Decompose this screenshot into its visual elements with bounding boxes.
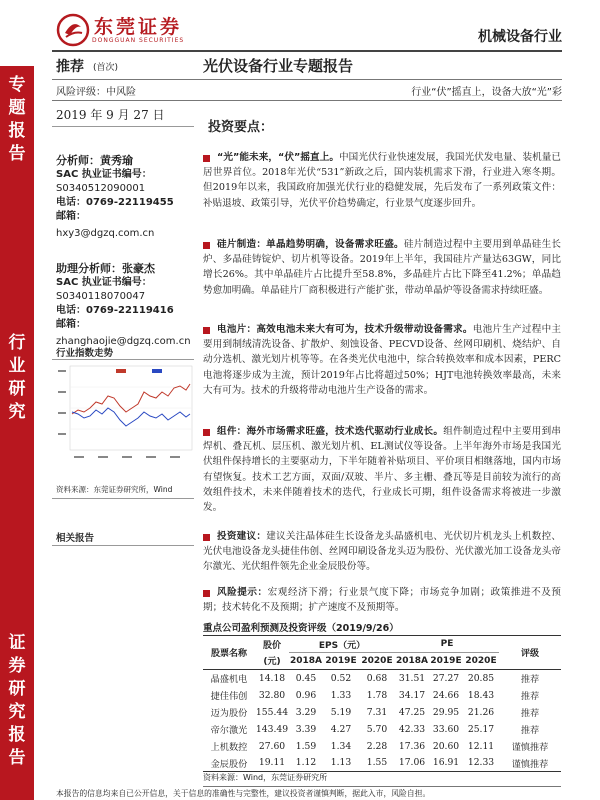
cell-value: 0.68 [366,672,388,684]
table-body [203,670,561,772]
header-rating: 评级 [520,649,539,659]
point-paragraph: “光”能未来，“伏”摇直上。中国光伏行业快速发展，我国光伏发电量、装机量已居世界首位。2018年光伏“531”新政之后，国内装机需求下滑，行业进入寒冬期。但2019年以来，我国政府加强光伏行业的稳健发展，先后发布了一系列政策文件：补贴退坡、政策引导，光伏平价趋势确定，行业景气度逐步回升。 [203,152,561,209]
analyst-email[interactable]: zhanghaojie@dgzq.com.cn [56,336,191,347]
related-reports-title: 相关报告 [56,533,95,544]
analyst-email-label: 邮箱： [56,211,86,222]
header-year: 2019E [325,656,357,666]
legend-swatch-industry [116,369,126,373]
cell-value: 1.33 [330,689,352,701]
cell-value: 14.18 [258,672,286,684]
header-stock-name: 股票名称 [210,649,247,659]
cell-value: 29.95 [432,706,460,718]
cell-value: 3.39 [295,723,317,735]
cell-value: 0.96 [295,689,317,701]
report-title: 光伏设备行业专题报告 [203,57,354,75]
cell-value: 17.06 [398,757,426,769]
table-source: 资料来源：Wind，东莞证券研究所 [203,773,328,782]
cell-value: 34.17 [398,689,426,701]
cell-value: 1.59 [295,740,317,752]
chart-source: 资料来源：东莞证券研究所，Wind [56,485,173,494]
logo-emblem-icon [56,13,90,47]
cell-value: 20.60 [432,740,460,752]
cell-value: 42.33 [398,723,426,735]
industry-label: 机械设备行业 [478,29,562,45]
cell-stock-name: 金辰股份 [210,758,248,770]
cell-stock-name: 迈为股份 [210,708,248,719]
analyst-sac-code: S0340118070047 [56,291,146,302]
cell-stock-name: 捷佳伟创 [210,691,248,702]
index-chart-title: 行业指数走势 [56,348,114,359]
rating-note: (首次) [93,63,119,73]
cell-stock-name: 帝尔激光 [210,725,248,736]
side-label-bottom: 证 券 研 究 报 告 [8,633,26,768]
cell-rating: 推荐 [520,708,540,719]
cell-value: 0.45 [295,672,317,684]
cell-rating: 推荐 [520,674,540,686]
cell-value: 1.34 [330,740,352,752]
cell-stock-name: 晶盛机电 [210,674,248,686]
header-pe: PE [395,636,499,653]
analyst-sac-code: S0340512090001 [56,183,146,194]
cell-value: 16.91 [432,757,460,769]
cell-rating: 谨慎推荐 [511,758,549,770]
table-header-row [203,636,561,653]
point-paragraph: 风险提示：宏观经济下滑；行业景气度下降；市场竞争加剧；政策推进不及预期；技术转化不及预期；扩产速度不及预期等。 [203,587,562,614]
side-label-middle: 行 业 研 究 [8,333,26,422]
table-row [203,738,561,755]
cell-rating: 谨慎推荐 [511,742,549,753]
cell-value: 17.36 [398,740,426,752]
header-divider [52,50,562,52]
cell-value: 31.51 [398,672,426,684]
cell-rating: 推荐 [520,691,540,702]
cell-value: 0.52 [330,672,352,684]
analyst-phone: 电话：0769-22119416 [56,305,174,316]
logo-text-cn: 东莞证券 [94,16,183,38]
table-row [203,670,561,687]
cell-value: 20.85 [467,672,495,684]
table-row [203,721,561,738]
cell-value: 27.60 [258,740,286,752]
date-divider [52,126,194,127]
table-title: 重点公司盈利预测及投资评级（2019/9/26） [203,623,399,634]
cell-value: 18.43 [467,689,495,701]
cell-value: 32.80 [258,689,286,701]
cell-value: 3.29 [295,706,317,718]
cell-value: 7.31 [366,706,388,718]
header-year: 2018A [289,656,322,666]
analyst-name: 分析师：黄秀瑜 [56,154,133,167]
header-year: 2019E [430,656,462,666]
cell-value: 155.44 [255,706,289,718]
header-year: 2020E [465,656,497,666]
cell-value: 21.26 [467,706,495,718]
report-subtitle: 行业“伏”摇直上，设备大放“光”彩 [411,87,562,98]
footer-disclaimer: 本报告的信息均来自已公开信息，关于信息的准确性与完整性，建议投资者谨慎判断，据此入市，风险自担。 [56,788,562,799]
analyst-name: 助理分析师：张豪杰 [56,262,155,275]
report-date: 2019 年 9 月 27 日 [56,108,165,122]
related-divider [52,545,194,546]
cell-stock-name: 上机数控 [210,742,248,753]
analyst-card [56,262,196,349]
header-year: 2018A [395,656,428,666]
cell-value: 12.33 [467,757,495,769]
header-price-unit: (元) [263,657,281,668]
cell-value: 4.27 [330,723,352,735]
table-row [203,755,561,772]
subtitle-divider [52,100,562,101]
table-row [203,704,561,721]
side-red-bar [0,66,34,800]
title-divider [52,79,562,80]
section-title: 投资要点： [208,120,274,135]
point-paragraph: 硅片制造：单晶趋势明确，设备需求旺盛。硅片制造过程中主要用到单晶硅生长炉、多晶硅铸锭炉、切片机等设备。2019年上半年，我国硅片产量达63GW，同比增长26%。其中单晶硅片占比提升至58.8%，多晶硅片占比下降至41.2%；单晶趋势愈加明确。单晶硅片厂商积极进行产能扩张，带动单晶炉等设备需求持续旺盛。 [203,239,562,296]
index-chart [56,362,196,474]
analyst-phone: 电话：0769-22119455 [56,197,174,208]
risk-rating: 风险评级：中风险 [56,87,136,98]
cell-value: 25.17 [467,723,495,735]
table-source-divider [203,786,561,787]
cell-value: 1.13 [330,757,352,769]
cell-value: 33.60 [432,723,460,735]
logo-text-en: DONGGUAN SECURITIES [92,37,185,44]
point-paragraph: 组件：海外市场需求旺盛，技术迭代驱动行业成长。组件制造过程中主要用到串焊机、叠瓦机、层压机、激光划片机、EL测试仪等设备。上半年海外市场是我国光伏组件保持增长的主要驱动力，下半年随着补贴项目、平价项目相继落地，国内市场有望恢复。技术工艺方面，双面/双玻、半片、多主栅、叠瓦等是目前较为流行的高效组件技术，未来伴随着技术的迭代，行业成长可期，组件设备需求将被进一步激发。 [203,426,562,514]
legend-swatch-benchmark [152,369,162,373]
side-label-top: 专 题 报 告 [8,75,26,164]
table-row [203,687,561,704]
header-eps: EPS（元） [289,636,395,653]
cell-value: 143.49 [255,723,289,735]
cell-rating: 推荐 [520,725,540,736]
analyst-sac-label: SAC 执业证书编号： [56,277,152,288]
cell-value: 27.27 [432,672,460,684]
cell-value: 5.70 [366,723,388,735]
company-logo [52,10,202,52]
cell-value: 24.66 [432,689,460,701]
cell-value: 1.55 [366,757,388,769]
analyst-email-label: 邮箱： [56,319,86,330]
chart-divider [52,359,194,360]
cell-value: 19.11 [258,757,286,769]
point-paragraph: 电池片：高效电池未来大有可为，技术升级带动设备需求。电池片生产过程中主要用到制绒清洗设备、扩散炉、刻蚀设备、PECVD设备、丝网印刷机、烧结炉、自动分选机、激光划片机等等。在各类光伏电池中，综合转换效率和成本因素，PERC电池将逐步成为主流，预计2019年占比将超过50%；HJT电池转换效率最高，未来大有可为。技术的升级将带动电池片生产设备的需求。 [203,324,562,396]
cell-value: 1.78 [366,689,388,701]
analyst-sac-label: SAC 执业证书编号： [56,169,152,180]
cell-value: 1.12 [295,757,317,769]
rating-label: 推荐 [56,59,84,75]
header-year: 2020E [361,656,393,666]
cell-value: 12.11 [467,740,495,752]
cell-value: 2.28 [366,740,388,752]
analyst-card [56,154,196,241]
cell-value: 5.19 [330,706,352,718]
forecast-table [203,635,561,772]
cell-value: 47.25 [398,706,426,718]
analyst-email[interactable]: hxy3@dgzq.com.cn [56,228,155,239]
header-price: 股价 [262,640,281,651]
chart-source-divider [52,498,194,499]
point-paragraph: 投资建议：建议关注晶体硅生长设备龙头晶盛机电、光伏切片机龙头上机数控、光伏电池设备龙头捷佳伟创、丝网印刷设备龙头迈为股份、光伏激光加工设备龙头帝尔激光、光伏组件领先企业金辰股份等。 [203,531,562,573]
